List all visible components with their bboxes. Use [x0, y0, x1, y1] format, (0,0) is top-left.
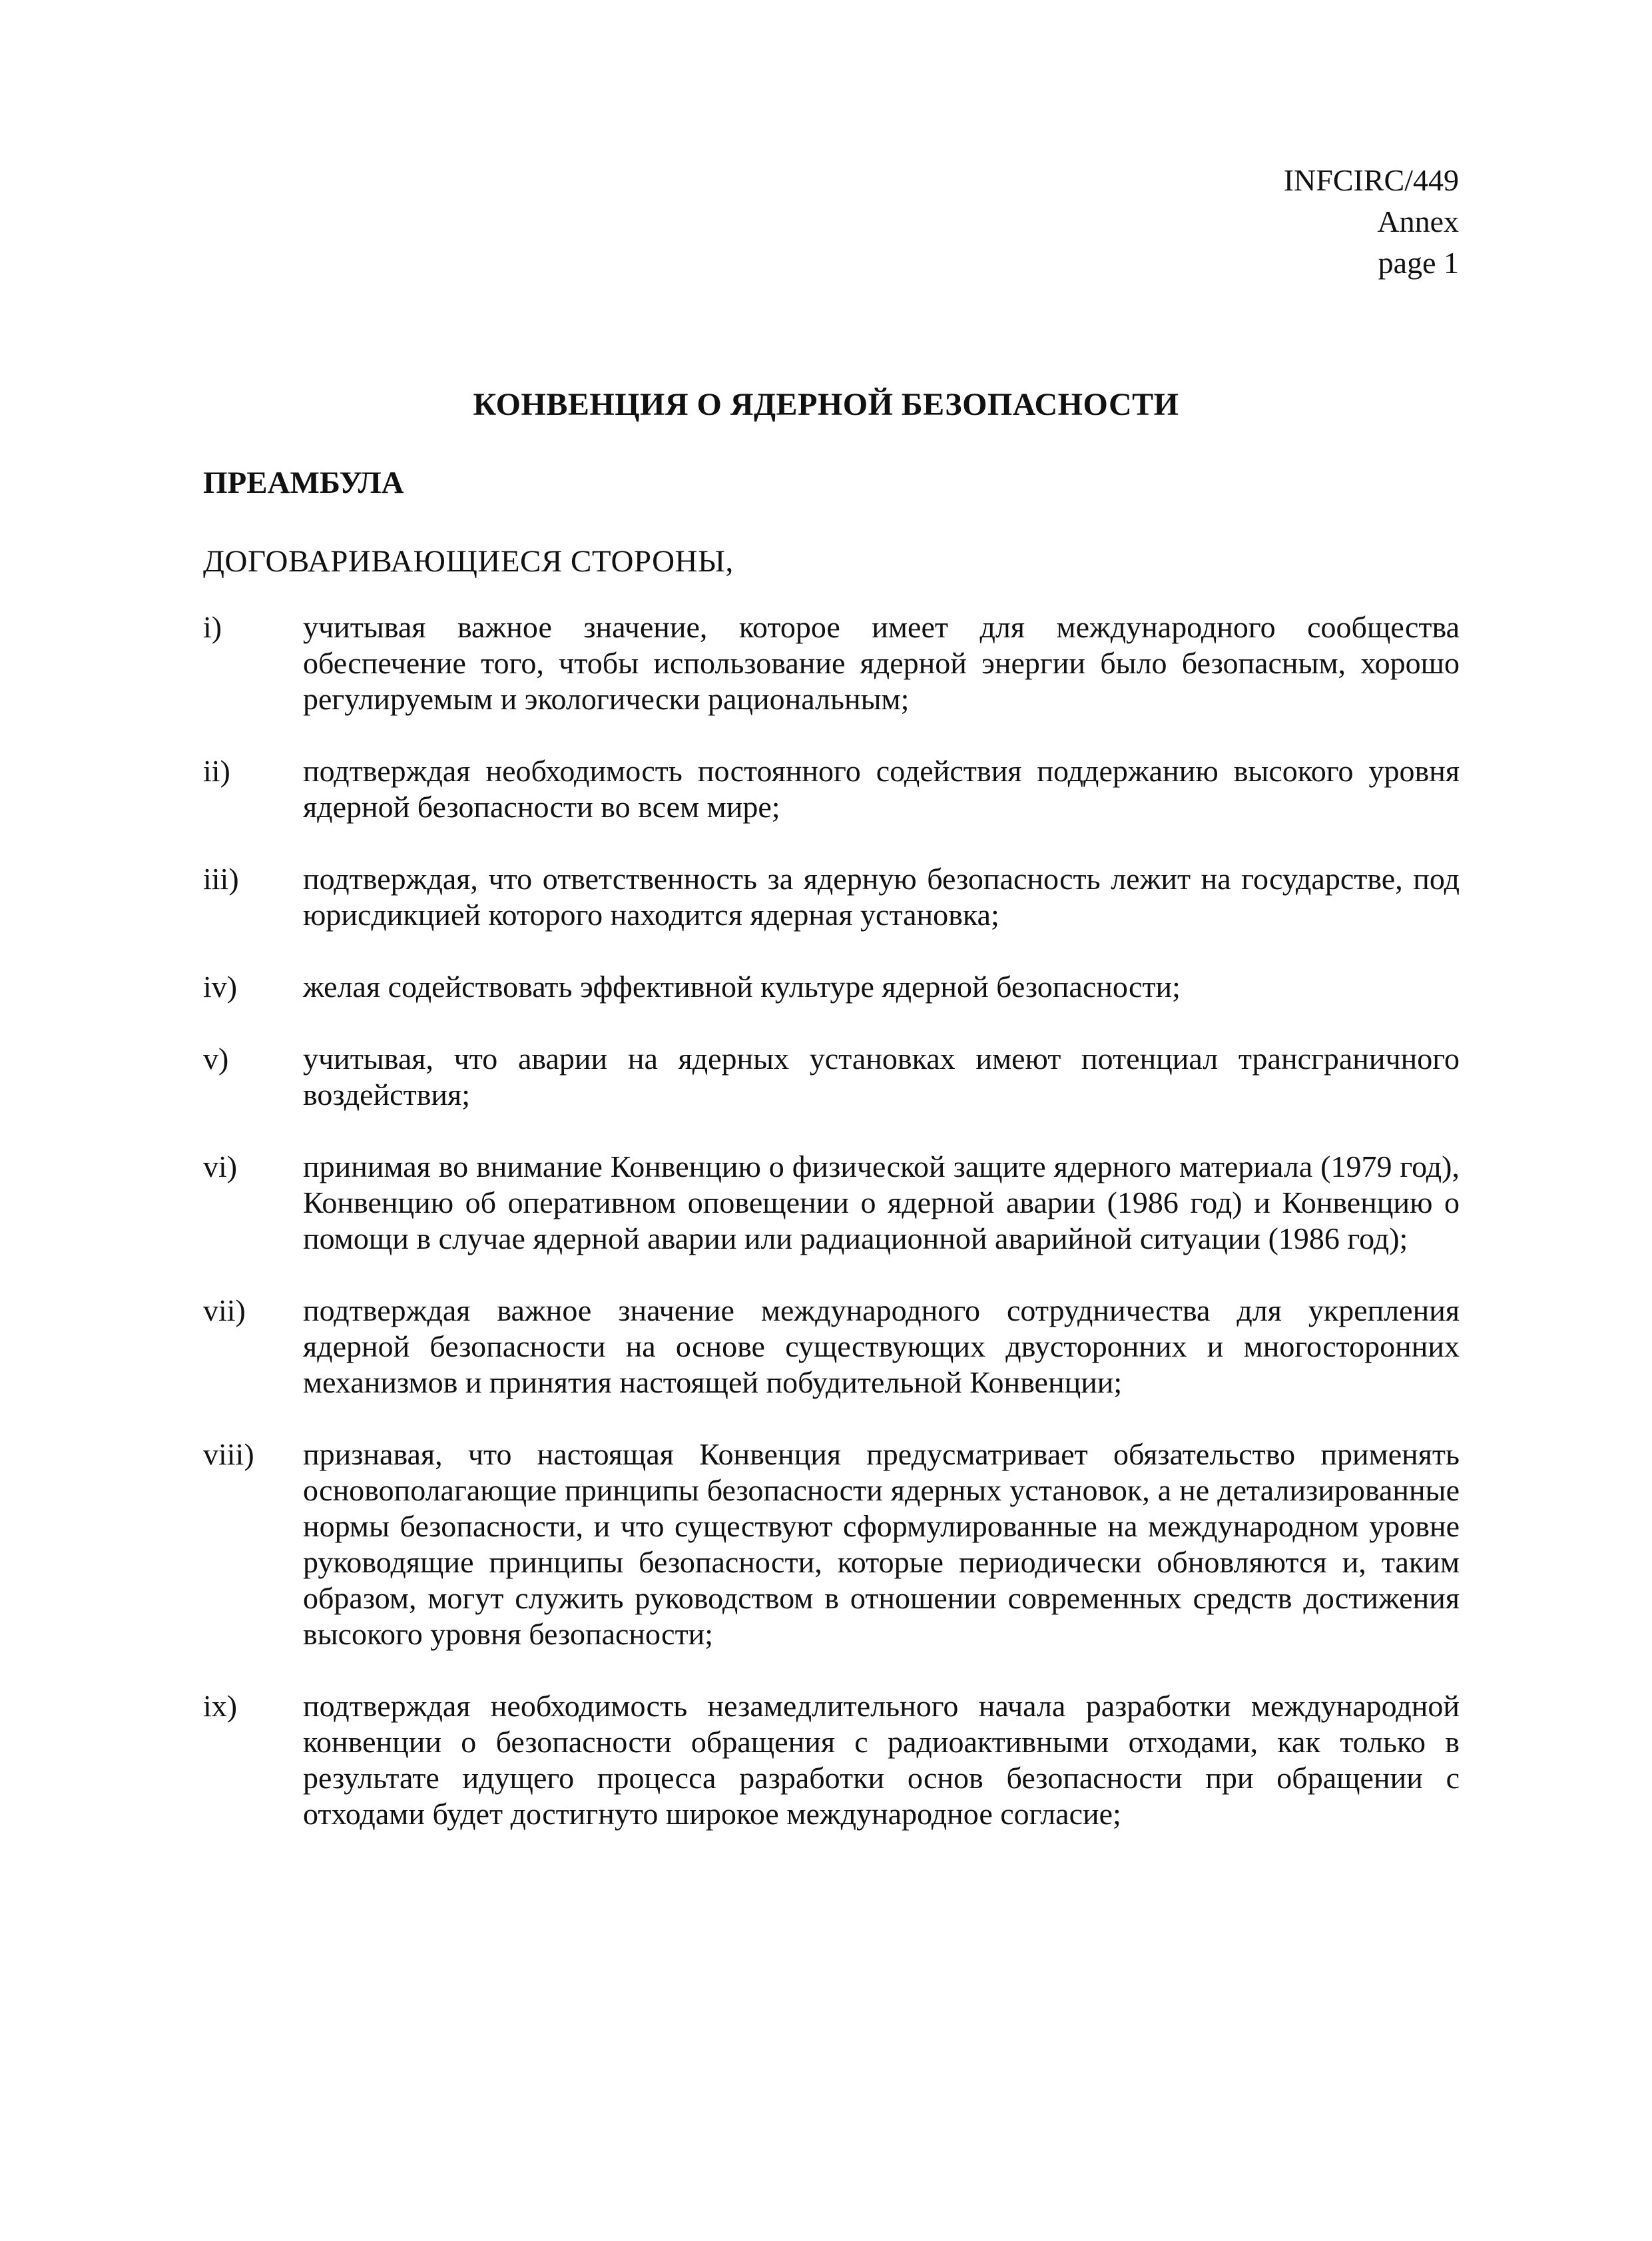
- clause-text: подтверждая, что ответственность за ядерную безопасность лежит на государстве, под юрисдикцией которого находится ядерная установка;: [303, 862, 1460, 932]
- preamble-clause: [203, 1688, 1460, 1832]
- clause-number: v): [203, 1042, 229, 1076]
- preamble-clause: [203, 1437, 1460, 1652]
- document-title: КОНВЕНЦИЯ О ЯДЕРНОЙ БЕЗОПАСНОСТИ: [473, 387, 1179, 422]
- document-code: INFCIRC/449: [1283, 163, 1459, 197]
- preamble-clause: [203, 609, 1460, 717]
- preamble-clause: [203, 1041, 1460, 1113]
- clause-text: желая содействовать эффективной культуре ядерной безопасности;: [303, 970, 1181, 1004]
- clause-number: ix): [203, 1689, 238, 1723]
- clause-text: признавая, что настоящая Конвенция предусматривает обязательство применять основополагающие принципы безопасности ядерных установок, а не детализированные нормы безопасности, и что существуют сформулированные на международном уровне руководящие принципы безопасности, которые периодически обновляются и, таким образом, могут служить руководством в отношении современных средств достижения высокого уровня безопасности;: [303, 1437, 1460, 1651]
- clause-number: i): [203, 610, 222, 644]
- preamble-clause: [203, 1293, 1460, 1401]
- preamble-clause: [203, 969, 1460, 1005]
- preamble-clause-list: [203, 609, 1460, 1868]
- page-number: page 1: [1378, 246, 1459, 280]
- clause-number: ii): [203, 754, 230, 788]
- preamble-heading: ПРЕАМБУЛА: [203, 466, 404, 500]
- clause-text: учитывая, что аварии на ядерных установках имеют потенциал трансграничного воздействия;: [303, 1042, 1460, 1112]
- document-reference-block: [1284, 160, 1459, 284]
- clause-text: подтверждая необходимость постоянного содействия поддержанию высокого уровня ядерной безопасности во всем мире;: [303, 754, 1460, 824]
- clause-text: подтверждая важное значение международного сотрудничества для укрепления ядерной безопасности на основе существующих двусторонних и многосторонних механизмов и принятия настоящей побудительной Конвенции;: [303, 1293, 1460, 1399]
- contracting-parties-heading: ДОГОВАРИВАЮЩИЕСЯ СТОРОНЫ,: [203, 544, 734, 579]
- clause-number: viii): [203, 1437, 254, 1471]
- clause-text: учитывая важное значение, которое имеет для международного сообщества обеспечение того, чтобы использование ядерной энергии было безопасным, хорошо регулируемым и экологически рациональным;: [303, 610, 1460, 716]
- preamble-clause: [203, 1149, 1460, 1257]
- annex-label: Annex: [1377, 204, 1459, 238]
- clause-number: iv): [203, 970, 238, 1004]
- preamble-clause: [203, 753, 1460, 825]
- clause-number: vi): [203, 1149, 238, 1183]
- clause-number: vii): [203, 1293, 246, 1327]
- clause-text: подтверждая необходимость незамедлительного начала разработки международной конвенции о безопасности обращения с радиоактивными отходами, как только в результате идущего процесса разработки основ безопасности при обращении с отходами будет достигнуто широкое международное согласие;: [303, 1689, 1460, 1831]
- clause-number: iii): [203, 862, 239, 896]
- preamble-clause: [203, 861, 1460, 933]
- clause-text: принимая во внимание Конвенцию о физической защите ядерного материала (1979 год), Конвенцию об оперативном оповещении о ядерной аварии (1986 год) и Конвенцию о помощи в случае ядерной аварии или радиационной аварийной ситуации (1986 год);: [303, 1149, 1460, 1255]
